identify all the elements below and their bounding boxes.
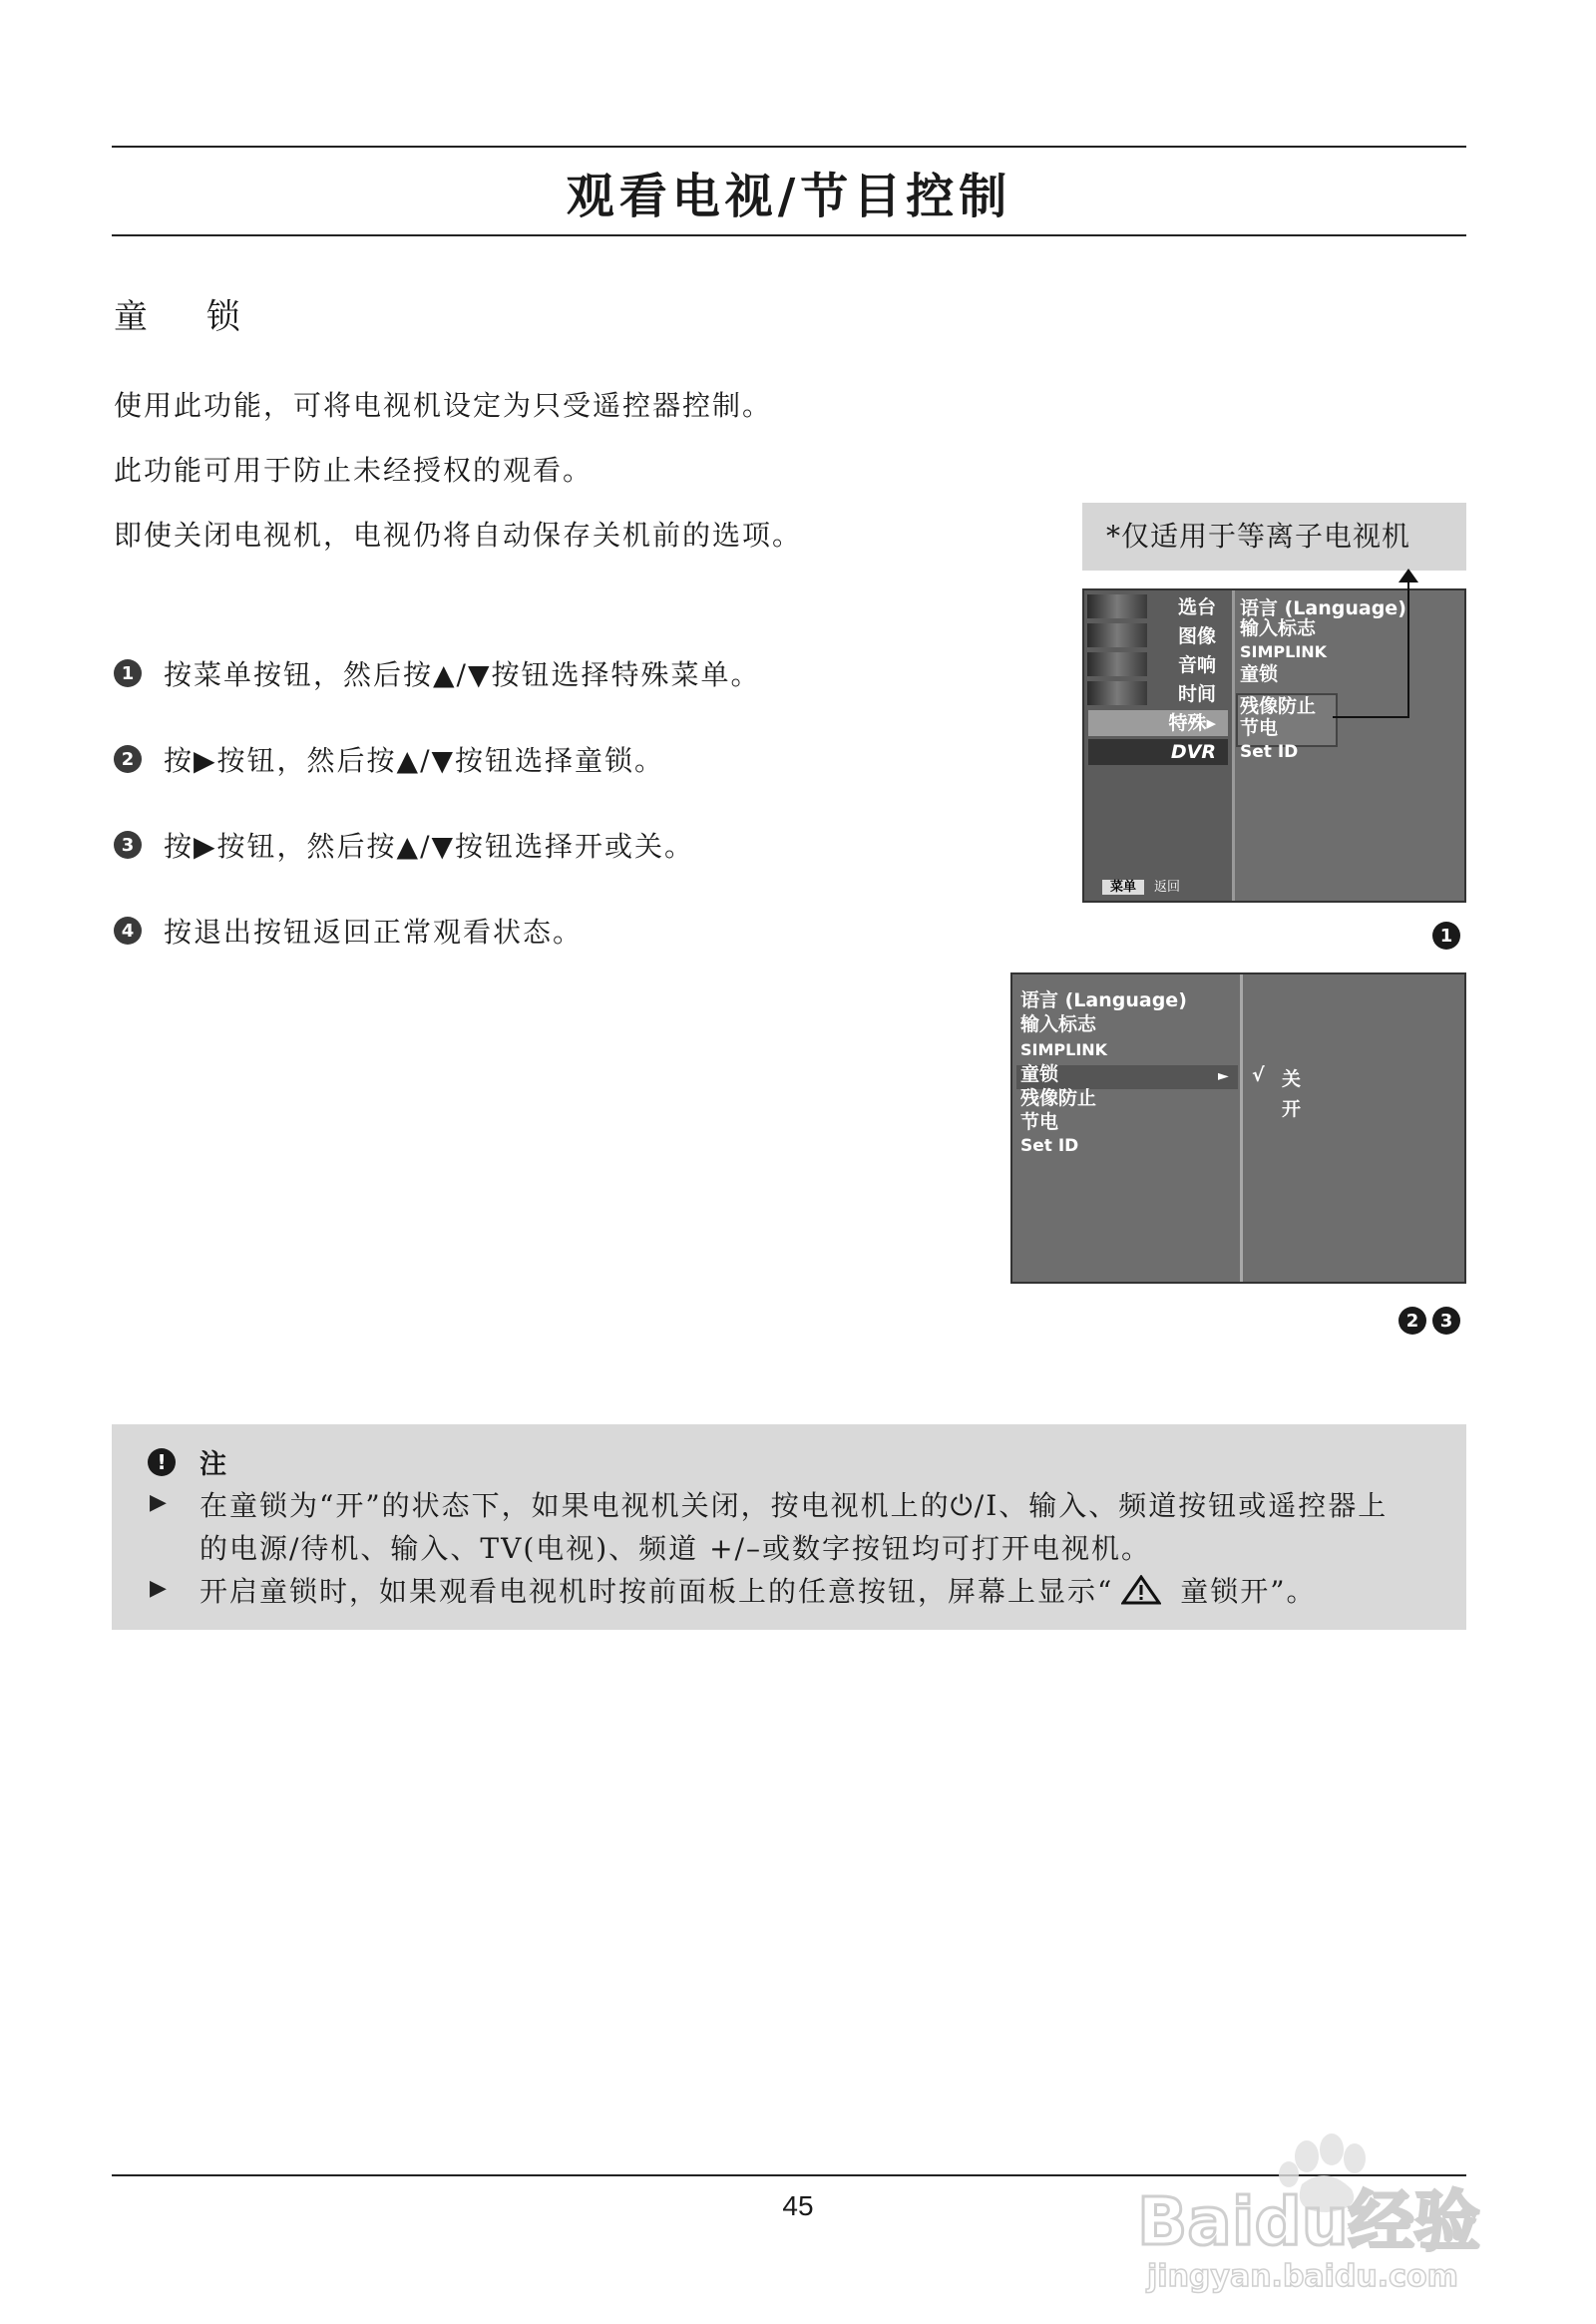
- step-4: [114, 911, 583, 951]
- plasma-only-note: *仅适用于等离子电视机: [1082, 503, 1466, 571]
- baidu-watermark-logo: [1127, 2095, 1496, 2294]
- menu-item-power-saving[interactable]: 节电: [1020, 1111, 1059, 1133]
- callout-line: [1333, 716, 1409, 718]
- menu-item-child-lock[interactable]: 童锁: [1020, 1063, 1059, 1085]
- menu-item-picture[interactable]: 图像: [1177, 625, 1216, 647]
- submenu-item-simplink[interactable]: SIMPLINK: [1240, 642, 1328, 661]
- submenu-item-language[interactable]: 语言 (Language): [1240, 597, 1406, 619]
- menu-item-time[interactable]: 时间: [1177, 683, 1216, 705]
- menu-screen-child-lock: [1010, 972, 1466, 1284]
- submenu-item-power-saving[interactable]: 节电: [1240, 717, 1279, 739]
- column-divider: [1240, 974, 1243, 1282]
- intro-line: 使用此功能，可将电视机设定为只受遥控器控制。: [114, 389, 773, 422]
- submenu-item-set-id[interactable]: Set ID: [1240, 742, 1299, 762]
- menu-item-simplink[interactable]: SIMPLINK: [1020, 1040, 1108, 1059]
- submenu-item-image-sticking[interactable]: 残像防止: [1240, 695, 1317, 717]
- menu-item-language[interactable]: 语言 (Language): [1020, 989, 1187, 1011]
- note-line-text: 童锁开”。: [1169, 1575, 1317, 1608]
- step-number: 3: [114, 831, 142, 859]
- watermark-url: jingyan.baidu.com: [1147, 2259, 1458, 2294]
- menu-item-tuning[interactable]: 选台: [1177, 596, 1216, 618]
- top-rule: [112, 146, 1466, 148]
- section-heading: 童 锁: [114, 297, 264, 337]
- title-rule: [112, 234, 1466, 236]
- main-menu-column: [1084, 590, 1235, 901]
- exclamation-icon: !: [148, 1448, 176, 1476]
- note-line: 的电源/待机、输入、TV(电视)、频道 +/–或数字按钮均可打开电视机。: [200, 1532, 1151, 1565]
- submenu-item-child-lock[interactable]: 童锁: [1240, 663, 1279, 685]
- watermark-brand: Baidu经验: [1137, 2183, 1480, 2260]
- bullet-arrow-icon: ▶: [150, 1576, 167, 1601]
- page-title: 观看电视/节目控制: [566, 169, 1012, 224]
- step-text: 按▶按钮，然后按▲/▼按钮选择童锁。: [164, 744, 665, 777]
- step-badge: 3: [1432, 1307, 1460, 1335]
- note-box: [112, 1424, 1466, 1630]
- step-1: [114, 653, 761, 693]
- note-line: [200, 1570, 1317, 1610]
- submenu-item-input-label[interactable]: 输入标志: [1240, 617, 1317, 639]
- submenu-arrow-icon: ►: [1218, 1068, 1229, 1084]
- step-number: 4: [114, 917, 142, 945]
- option-on[interactable]: 开: [1282, 1098, 1302, 1120]
- note-line-text: 开启童锁时，如果观看电视机时按前面板上的任意按钮，屏幕上显示“: [200, 1575, 1114, 1608]
- menu-footer: [1102, 876, 1180, 895]
- step-text: 按退出按钮返回正常观看状态。: [164, 916, 584, 949]
- step-badge: 2: [1398, 1307, 1426, 1335]
- check-mark-icon: √: [1252, 1064, 1265, 1086]
- step-text: 按▶按钮，然后按▲/▼按钮选择开或关。: [164, 830, 695, 863]
- step-3: [114, 825, 694, 865]
- note-title: 注: [200, 1449, 226, 1480]
- intro-line: 即使关闭电视机，电视仍将自动保存关机前的选项。: [114, 519, 803, 552]
- menu-item-set-id[interactable]: Set ID: [1020, 1136, 1079, 1156]
- step-2: [114, 739, 664, 779]
- step-number: 2: [114, 745, 142, 773]
- step-number: 1: [114, 659, 142, 687]
- warning-triangle-icon: [1121, 1575, 1161, 1605]
- note-line: 在童锁为“开”的状态下，如果电视机关闭，按电视机上的⏻/I、输入、频道按钮或遥控器上: [200, 1489, 1389, 1522]
- bullet-arrow-icon: ▶: [150, 1490, 167, 1515]
- step-text: 按菜单按钮，然后按▲/▼按钮选择特殊菜单。: [164, 658, 761, 691]
- return-label: 返回: [1154, 880, 1181, 895]
- menu-item-image-sticking[interactable]: 残像防止: [1020, 1087, 1097, 1109]
- menu-item-special[interactable]: 特殊▸: [1088, 710, 1228, 736]
- menu-item-audio[interactable]: 音响: [1177, 654, 1216, 676]
- callout-line: [1407, 579, 1409, 718]
- intro-line: 此功能可用于防止未经授权的观看。: [114, 454, 594, 487]
- page-number: 45: [782, 2190, 814, 2221]
- menu-key: 菜单: [1102, 880, 1144, 895]
- option-off[interactable]: 关: [1282, 1068, 1302, 1090]
- step-badge: 1: [1432, 922, 1460, 950]
- menu-item-dvr[interactable]: DVR: [1088, 739, 1228, 765]
- menu-item-input-label[interactable]: 输入标志: [1020, 1013, 1097, 1035]
